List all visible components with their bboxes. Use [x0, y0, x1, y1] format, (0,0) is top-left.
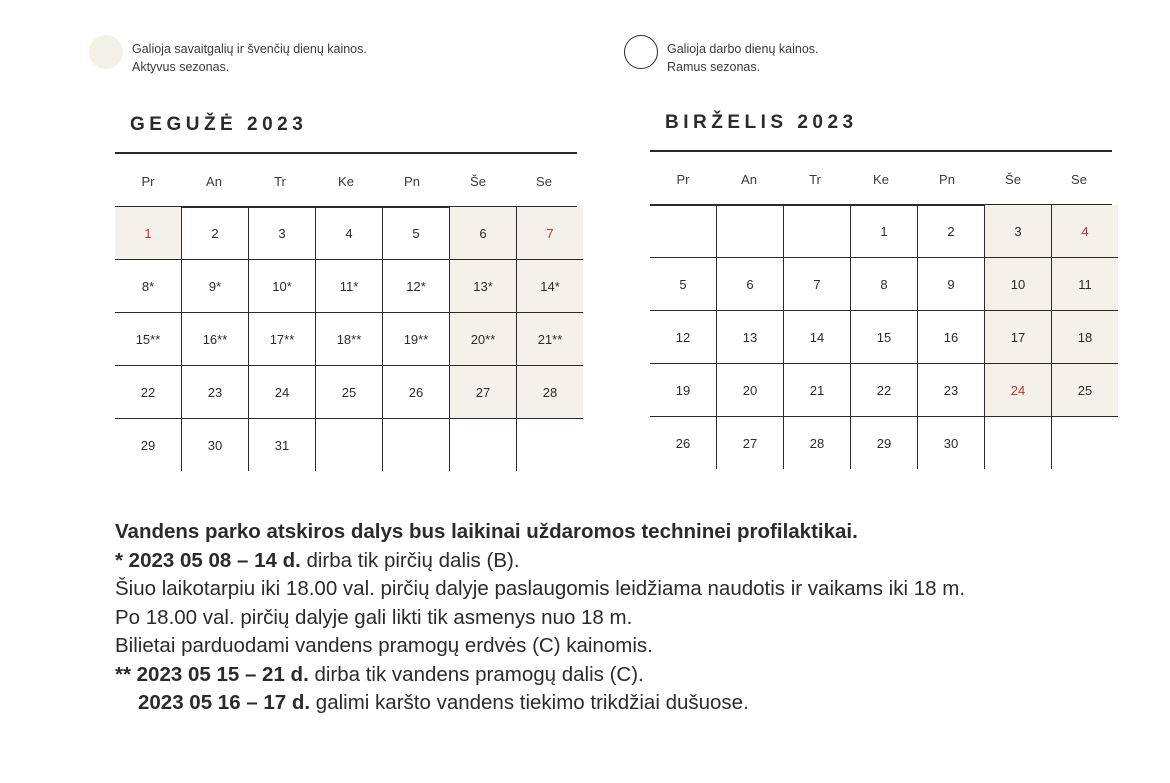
calendar-day-cell: 24: [249, 366, 316, 419]
calendar-title: BIRŽELIS 2023: [665, 112, 858, 133]
weekday-label: Ke: [338, 174, 354, 189]
notes-section: [115, 518, 965, 718]
quiet-season-swatch: [624, 35, 658, 69]
calendar-day-cell: 13: [717, 311, 784, 364]
calendar-empty-cell: [985, 417, 1052, 470]
note-text: dirba tik pirčių dalis (B).: [300, 548, 520, 572]
legend-line: Galioja savaitgalių ir švenčių dienų kainos.: [132, 42, 367, 56]
calendar-day-cell: 15: [851, 311, 918, 364]
calendar-week-row: [650, 417, 1118, 470]
calendar-day-cell: 19**: [383, 313, 450, 366]
calendar-day-cell: 17: [985, 311, 1052, 364]
calendar-empty-cell: [517, 419, 584, 472]
calendar-day-cell: 2: [182, 207, 249, 260]
calendar-day-cell: 13*: [450, 260, 517, 313]
calendar-day-cell: 21**: [517, 313, 584, 366]
legend-line: Aktyvus sezonas.: [132, 60, 230, 74]
note-line: Po 18.00 val. pirčių dalyje gali likti tik asmenys nuo 18 m.: [115, 605, 633, 629]
calendar-empty-cell: [717, 205, 784, 258]
calendar-empty-cell: [316, 419, 383, 472]
calendar-day-cell: 3: [249, 207, 316, 260]
calendar-day-cell: 18**: [316, 313, 383, 366]
calendar-day-cell: 25: [1052, 364, 1119, 417]
calendar-day-cell: 2: [918, 205, 985, 258]
note-date: ** 2023 05 15 – 21 d.: [115, 662, 309, 686]
active-season-swatch: [89, 35, 123, 69]
calendar-empty-cell: [383, 419, 450, 472]
calendar-day-cell: 26: [650, 417, 717, 470]
calendar-day-cell: 23: [182, 366, 249, 419]
calendar-day-cell: 12*: [383, 260, 450, 313]
calendar-day-cell: 22: [115, 366, 182, 419]
weekday-label: Še: [470, 174, 486, 189]
calendar-week-row: [115, 419, 583, 472]
calendar-week-row: [650, 205, 1118, 258]
calendar-day-cell: 23: [918, 364, 985, 417]
note-date: * 2023 05 08 – 14 d.: [115, 548, 301, 572]
calendar-day-cell: 7: [517, 207, 584, 260]
note-text: dirba tik vandens pramogų dalis (C).: [308, 662, 644, 686]
calendar-empty-cell: [450, 419, 517, 472]
calendar-day-cell: 26: [383, 366, 450, 419]
weekday-label: Pn: [939, 172, 955, 187]
weekday-label: Ke: [873, 172, 889, 187]
calendar-top-rule: [650, 150, 1112, 152]
calendar-title: GEGUŽĖ 2023: [130, 114, 308, 135]
calendar-day-cell: 18: [1052, 311, 1119, 364]
calendar-day-cell: 8*: [115, 260, 182, 313]
calendar-day-cell: 19: [650, 364, 717, 417]
calendar-empty-cell: [650, 205, 717, 258]
calendar-day-cell: 6: [717, 258, 784, 311]
calendar-day-cell: 27: [717, 417, 784, 470]
calendar-day-cell: 4: [1052, 205, 1119, 258]
calendar-day-cell: 10: [985, 258, 1052, 311]
calendar-day-cell: 12: [650, 311, 717, 364]
legend-text: [667, 40, 819, 76]
calendar-day-cell: 21: [784, 364, 851, 417]
calendar-day-cell: 4: [316, 207, 383, 260]
calendar-week-row: [115, 260, 583, 313]
calendar-week-row: [115, 313, 583, 366]
calendar-day-cell: 27: [450, 366, 517, 419]
note-text: galimi karšto vandens tiekimo trikdžiai dušuose.: [310, 691, 749, 714]
weekday-label: An: [741, 172, 757, 187]
note-line: Šiuo laikotarpiu iki 18.00 val. pirčių dalyje paslaugomis leidžiama naudotis ir vaikams iki 18 m.: [115, 577, 966, 600]
calendar-day-cell: 25: [316, 366, 383, 419]
calendar-day-cell: 1: [115, 207, 182, 260]
calendar-day-cell: 5: [650, 258, 717, 311]
calendar-day-cell: 20**: [450, 313, 517, 366]
calendar-day-cell: 14: [784, 311, 851, 364]
legend-line: Ramus sezonas.: [667, 60, 761, 74]
calendar-day-cell: 16: [918, 311, 985, 364]
calendar-day-cell: 14*: [517, 260, 584, 313]
calendar-day-cell: 30: [182, 419, 249, 472]
weekday-header: [115, 155, 577, 208]
calendar-day-cell: 22: [851, 364, 918, 417]
calendar-week-row: [115, 207, 583, 260]
calendar-day-cell: 11: [1052, 258, 1119, 311]
calendar-week-row: [115, 366, 583, 419]
calendar-empty-cell: [784, 205, 851, 258]
calendar-week-row: [650, 311, 1118, 364]
calendar-empty-cell: [1052, 417, 1119, 470]
calendar-day-cell: 11*: [316, 260, 383, 313]
weekday-label: Pr: [676, 172, 690, 187]
calendar-day-cell: 7: [784, 258, 851, 311]
weekday-label: Se: [1071, 172, 1087, 187]
calendar-day-cell: 16**: [182, 313, 249, 366]
calendar-day-cell: 28: [517, 366, 584, 419]
calendar-day-cell: 15**: [115, 313, 182, 366]
calendar-day-cell: 9: [918, 258, 985, 311]
calendar-day-cell: 9*: [182, 260, 249, 313]
calendar-week-row: [650, 258, 1118, 311]
note-line: Bilietai parduodami vandens pramogų erdvės (C) kainomis.: [115, 634, 653, 657]
calendar-grid: [650, 205, 1118, 469]
calendar-day-cell: 8: [851, 258, 918, 311]
calendar-day-cell: 1: [851, 205, 918, 258]
calendar-day-cell: 10*: [249, 260, 316, 313]
legend-text: [132, 40, 367, 76]
weekday-label: Pr: [141, 174, 155, 189]
weekday-label: Tr: [274, 174, 286, 189]
calendar-day-cell: 5: [383, 207, 450, 260]
note-line: [115, 689, 965, 718]
weekday-label: An: [206, 174, 222, 189]
calendar-top-rule: [115, 152, 577, 154]
weekday-label: Pn: [404, 174, 420, 189]
legend-line: Galioja darbo dienų kainos.: [667, 42, 819, 56]
weekday-label: Se: [536, 174, 552, 189]
notes-heading: [115, 518, 965, 547]
calendar-grid: [115, 207, 583, 471]
calendar-day-cell: 24: [985, 364, 1052, 417]
calendar-week-row: [650, 364, 1118, 417]
weekday-header: [650, 153, 1112, 206]
note-line: [115, 661, 965, 690]
calendar-day-cell: 6: [450, 207, 517, 260]
weekday-label: Tr: [809, 172, 821, 187]
calendar-day-cell: 28: [784, 417, 851, 470]
calendar-day-cell: 20: [717, 364, 784, 417]
calendar-day-cell: 29: [851, 417, 918, 470]
calendar-day-cell: 30: [918, 417, 985, 470]
calendar-day-cell: 31: [249, 419, 316, 472]
calendar-day-cell: 29: [115, 419, 182, 472]
calendar-day-cell: 17**: [249, 313, 316, 366]
notes-heading-text: Vandens parko atskiros dalys bus laikinai uždaromos techninei profilaktikai.: [115, 520, 858, 543]
note-line: [115, 547, 965, 576]
calendar-day-cell: 3: [985, 205, 1052, 258]
weekday-label: Še: [1005, 172, 1021, 187]
note-date: 2023 05 16 – 17 d.: [138, 691, 311, 714]
